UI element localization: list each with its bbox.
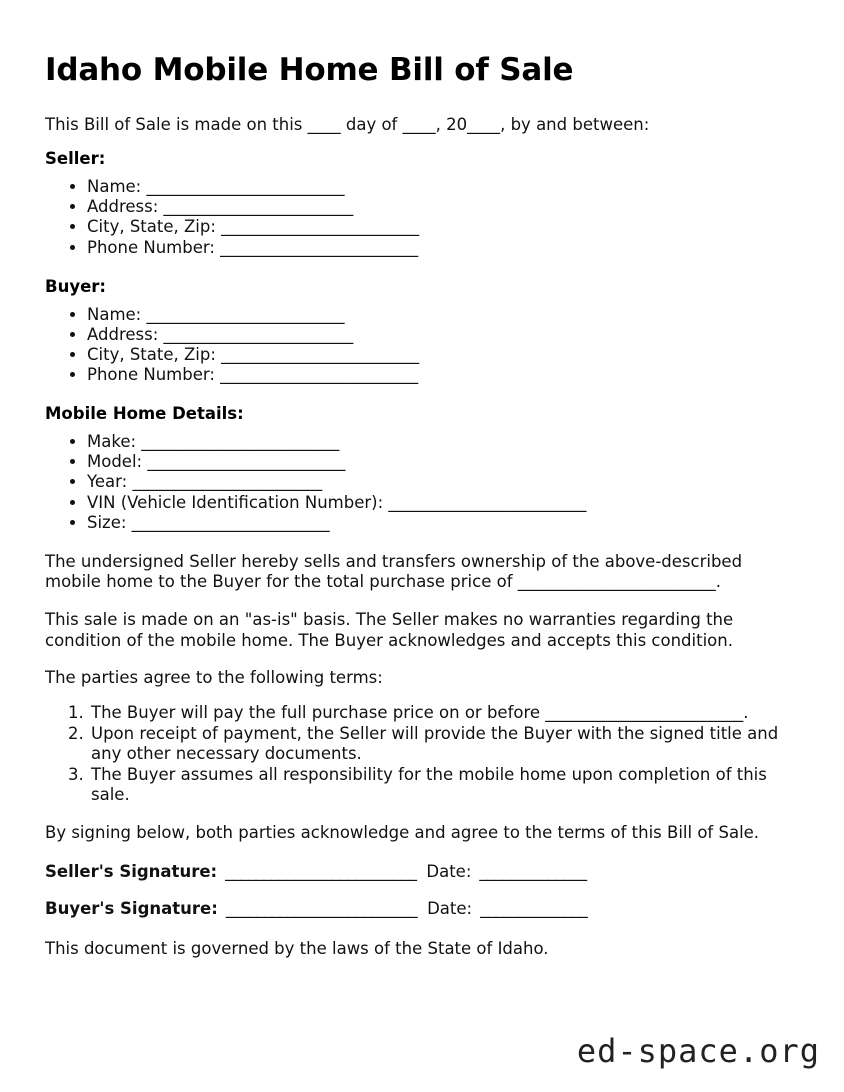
list-item: • City, State, Zip: ________________________: [87, 217, 793, 237]
intro-paragraph: This Bill of Sale is made on this ____ day of ____, 20____, by and between:: [45, 114, 650, 134]
list-item: • Phone Number: ________________________: [87, 238, 793, 258]
list-item: • Make: ________________________: [87, 432, 793, 452]
page-title: Idaho Mobile Home Bill of Sale: [45, 52, 574, 88]
mobile-home-field-list: [45, 432, 793, 533]
seller-signature-label: Seller's Signature:: [45, 861, 218, 881]
list-item: • VIN (Vehicle Identification Number): ________________________: [87, 493, 793, 513]
buyer-date-label: Date:: [427, 899, 473, 919]
governing-law-paragraph: This document is governed by the laws of the State of Idaho.: [45, 938, 549, 958]
buyer-heading: Buyer:: [45, 276, 107, 296]
buyer-date-line[interactable]: ______________: [480, 899, 588, 919]
list-item: 2. Upon receipt of payment, the Seller will provide the Buyer with the signed title and any other necessary documents.: [89, 724, 793, 765]
buyer-signature-line[interactable]: _________________________: [225, 899, 418, 919]
buyer-signature-row: [45, 898, 793, 919]
seller-date-line[interactable]: ______________: [479, 861, 587, 881]
list-item: • Address: _______________________: [87, 197, 793, 217]
list-item: • City, State, Zip: ________________________: [87, 345, 793, 365]
seller-signature-row: [45, 861, 793, 882]
acknowledgement-paragraph: By signing below, both parties acknowledge and agree to the terms of this Bill of Sale.: [45, 823, 760, 843]
seller-date-label: Date:: [426, 861, 472, 881]
list-item: • Model: ________________________: [87, 452, 793, 472]
list-item: • Address: _______________________: [87, 325, 793, 345]
seller-signature-line[interactable]: _________________________: [225, 861, 417, 881]
seller-heading: Seller:: [45, 149, 106, 169]
list-item: • Phone Number: ________________________: [87, 365, 793, 385]
mobile-home-details-heading: Mobile Home Details:: [45, 404, 244, 424]
buyer-signature-label: Buyer's Signature:: [45, 899, 218, 919]
as-is-paragraph: This sale is made on an "as-is" basis. The Seller makes no warranties regarding the condition of the mobile home. The Buyer acknowledges and accepts this condition.: [45, 610, 734, 650]
seller-field-list: [45, 177, 793, 258]
terms-intro-paragraph: The parties agree to the following terms:: [45, 668, 383, 688]
list-item: • Year: _______________________: [87, 472, 793, 492]
list-item: • Name: ________________________: [87, 305, 793, 325]
terms-list: [45, 703, 793, 806]
list-item: • Size: ________________________: [87, 513, 793, 533]
list-item: • Name: ________________________: [87, 177, 793, 197]
site-watermark: ed-space.org: [576, 1032, 820, 1070]
list-item: 3. The Buyer assumes all responsibility for the mobile home upon completion of this sale.: [89, 765, 793, 806]
list-item: 1. The Buyer will pay the full purchase price on or before ________________________.: [89, 703, 793, 724]
document-content: [45, 52, 793, 958]
transfer-paragraph: The undersigned Seller hereby sells and transfers ownership of the above-described mobile home to the Buyer for the total purchase price of ________________________.: [45, 551, 743, 592]
buyer-field-list: [45, 305, 793, 386]
